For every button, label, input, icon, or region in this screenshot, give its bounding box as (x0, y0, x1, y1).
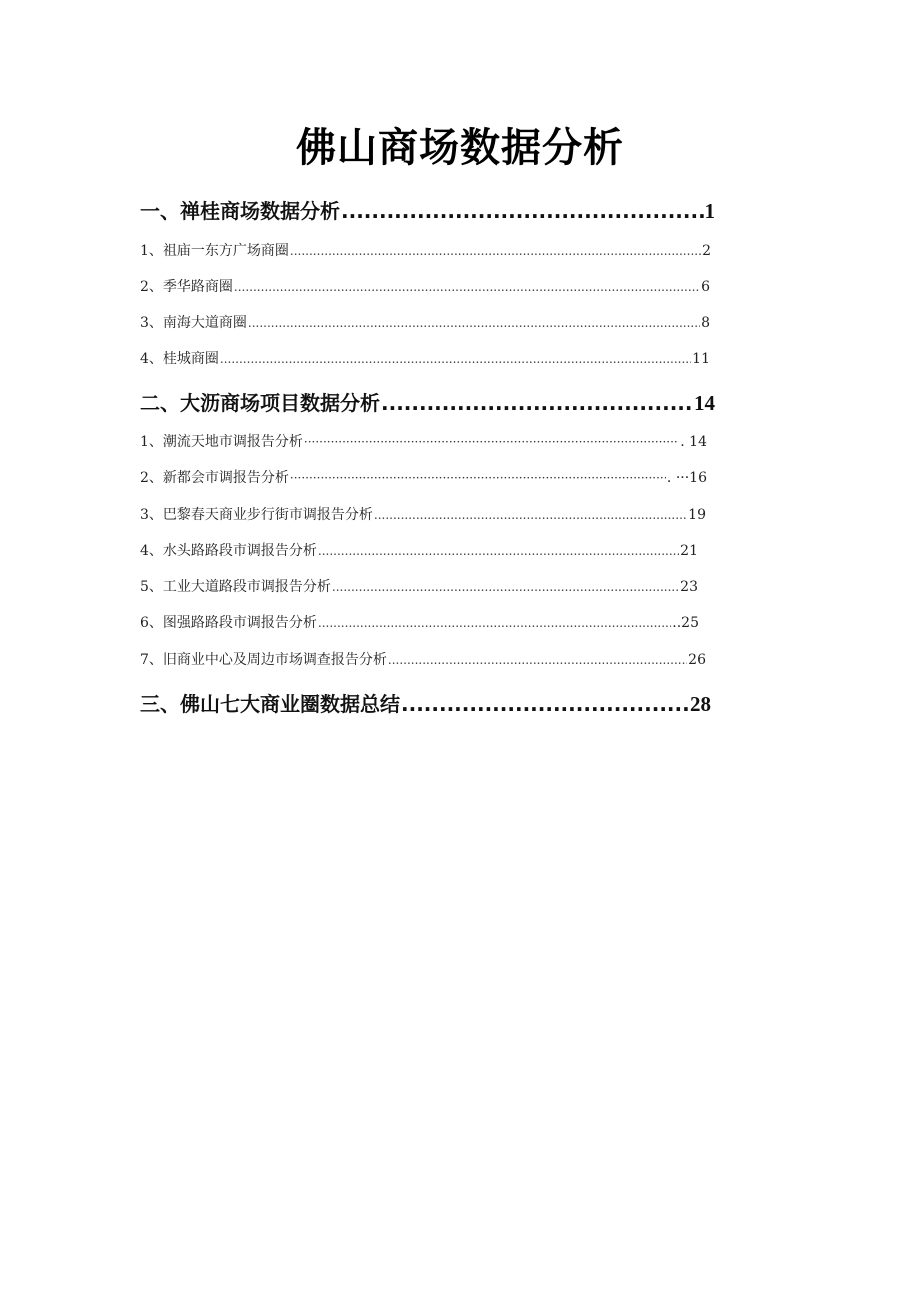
toc-item-2-7[interactable] (140, 648, 706, 672)
toc-item-1-1[interactable] (140, 239, 711, 263)
toc-item-label: 1、祖庙一东方广场商圈 (140, 243, 289, 259)
toc-page-number: ..25 (672, 615, 699, 631)
toc-item-2-3[interactable] (140, 503, 706, 527)
toc-item-2-1[interactable] (140, 430, 707, 454)
toc-page-number: 1 (704, 199, 715, 223)
toc-item-label: 2、新都会市调报告分析 (140, 470, 289, 486)
toc-item-label: 1、潮流天地市调报告分析 (140, 434, 303, 450)
toc-page-number: 28 (690, 692, 711, 716)
toc-leader (381, 388, 693, 418)
toc-page-number: . ···16 (666, 470, 707, 486)
toc-item-1-4[interactable] (140, 347, 710, 371)
toc-section-3[interactable] (140, 689, 711, 719)
toc-page-number: 2 (702, 243, 711, 259)
toc-page-number: 19 (688, 507, 706, 523)
toc-page-number: 21 (680, 543, 698, 559)
toc-page-number: 26 (688, 652, 706, 668)
toc-section-2[interactable] (140, 388, 715, 418)
toc-item-1-2[interactable] (140, 275, 710, 299)
toc-item-label: 5、工业大道路段市调报告分析 (140, 579, 331, 595)
toc-leader (318, 611, 671, 635)
toc-item-label: 3、南海大道商圈 (140, 315, 247, 331)
toc-leader (401, 689, 689, 719)
toc-leader (341, 196, 704, 226)
page-title: 佛山商场数据分析 (296, 125, 624, 171)
toc-section-label: 三、佛山七大商业圈数据总结 (140, 692, 400, 716)
toc-item-label: 4、水头路路段市调报告分析 (140, 543, 317, 559)
toc-item-2-6[interactable] (140, 611, 699, 635)
toc-leader (332, 575, 679, 599)
toc-leader (304, 430, 679, 454)
toc-page-number: . 14 (680, 434, 707, 450)
toc-item-label: 4、桂城商圈 (140, 351, 219, 367)
toc-section-label: 一、禅桂商场数据分析 (140, 199, 340, 223)
toc-leader (318, 539, 679, 563)
toc-leader (374, 503, 687, 527)
toc-page-number: 23 (680, 579, 698, 595)
toc-leader (388, 648, 687, 672)
toc-page-number: 14 (694, 391, 715, 415)
toc-item-2-4[interactable] (140, 539, 698, 563)
toc-item-label: 3、巴黎春天商业步行街市调报告分析 (140, 507, 373, 523)
toc-leader (248, 311, 700, 335)
toc-page-number: 8 (701, 315, 710, 331)
toc-leader (290, 239, 701, 263)
toc-item-label: 6、图强路路段市调报告分析 (140, 615, 317, 631)
toc-leader (220, 347, 691, 371)
toc-section-1[interactable] (140, 196, 715, 226)
toc-item-2-5[interactable] (140, 575, 698, 599)
toc-item-1-3[interactable] (140, 311, 710, 335)
toc-item-2-2[interactable] (140, 466, 707, 490)
toc-page-number: 11 (692, 351, 710, 367)
toc-item-label: 7、旧商业中心及周边市场调查报告分析 (140, 652, 387, 668)
toc-item-label: 2、季华路商圈 (140, 279, 233, 295)
toc-page-number: 6 (701, 279, 710, 295)
toc-leader (290, 466, 666, 490)
toc-section-label: 二、大沥商场项目数据分析 (140, 391, 380, 415)
toc-leader (234, 275, 700, 299)
